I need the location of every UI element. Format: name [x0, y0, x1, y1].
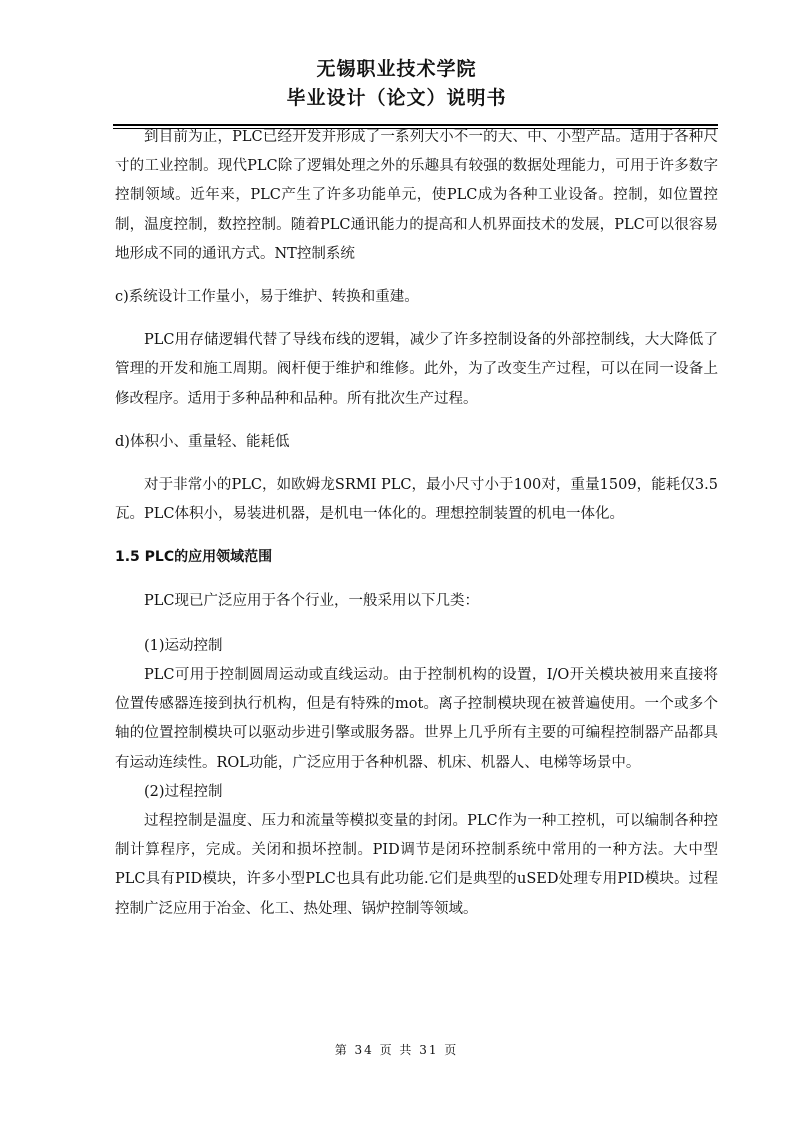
page-number: 第 34 页 共 31 页 [334, 1043, 459, 1057]
paragraph-motion-control: PLC可用于控制圆周运动或直线运动。由于控制机构的设置，I/O开关模块被用来直接将位置传感器连接到执行机构，但是有特殊的mot。离子控制模块现在被普遍使用。一个或多个轴的位置控制模块可以驱动步进引擎或服务器。世界上几乎所有主要的可编程控制器产品都具有运动连续性。ROL功能，广泛应用于各种机器、机床、机器人、电梯等场景中。 [115, 667, 718, 771]
document-title: 毕业设计（论文）说明书 [286, 87, 507, 109]
subheading-motion-control: (1)运动控制 [144, 637, 223, 654]
paragraph-plc-products: 到目前为止，PLC已经开发并形成了一系列大小不一的大、中、小型产品。适用于各种尺寸的工业控制。现代PLC除了逻辑处理之外的乐趣具有较强的数据处理能力，可用于许多数字控制领域。近年来，PLC产生了许多功能单元，使PLC成为各种工业设备。控制，如位置控制，温度控制，数控控制。随着PLC通讯能力的提高和人机界面技术的发展，PLC可以很容易地形成不同的通讯方式。NT控制系统 [115, 129, 718, 262]
school-name: 无锡职业技术学院 [316, 58, 477, 80]
subheading-process-control: (2)过程控制 [144, 783, 223, 800]
paragraph-process-control: 过程控制是温度、压力和流量等模拟变量的封闭。PLC作为一种工控机，可以编制各种控制计算程序，完成。关闭和损坏控制。PID调节是闭环控制系统中常用的一种方法。大中型PLC具有PID模块，许多小型PLC也具有此功能.它们是典型的uSED处理专用PID模块。过程控制广泛应用于冶金、化工、热处理、锅炉控制等领域。 [115, 813, 718, 917]
paragraph-applications: PLC现已广泛应用于各个行业，一般采用以下几类： [144, 592, 479, 609]
list-item-c: c)系统设计工作量小，易于维护、转换和重建。 [115, 289, 419, 306]
document-body [115, 123, 718, 924]
section-heading: 1.5 PLC的应用领域范围 [115, 549, 273, 566]
paragraph-small-plc: 对于非常小的PLC，如欧姆龙SRMI PLC，最小尺寸小于100对，重量1509，能耗仅3.5瓦。PLC体积小，易装进机器，是机电一体化的。理想控制装置的机电一体化。 [115, 477, 718, 523]
list-item-d: d)体积小、重量轻、能耗低 [115, 433, 290, 450]
paragraph-storage-logic: PLC用存储逻辑代替了导线布线的逻辑，减少了许多控制设备的外部控制线，大大降低了管理的开发和施工周期。阀杆便于维护和维修。此外，为了改变生产过程，可以在同一设备上修改程序。适用于多种品种和品种。所有批次生产过程。 [115, 332, 718, 407]
